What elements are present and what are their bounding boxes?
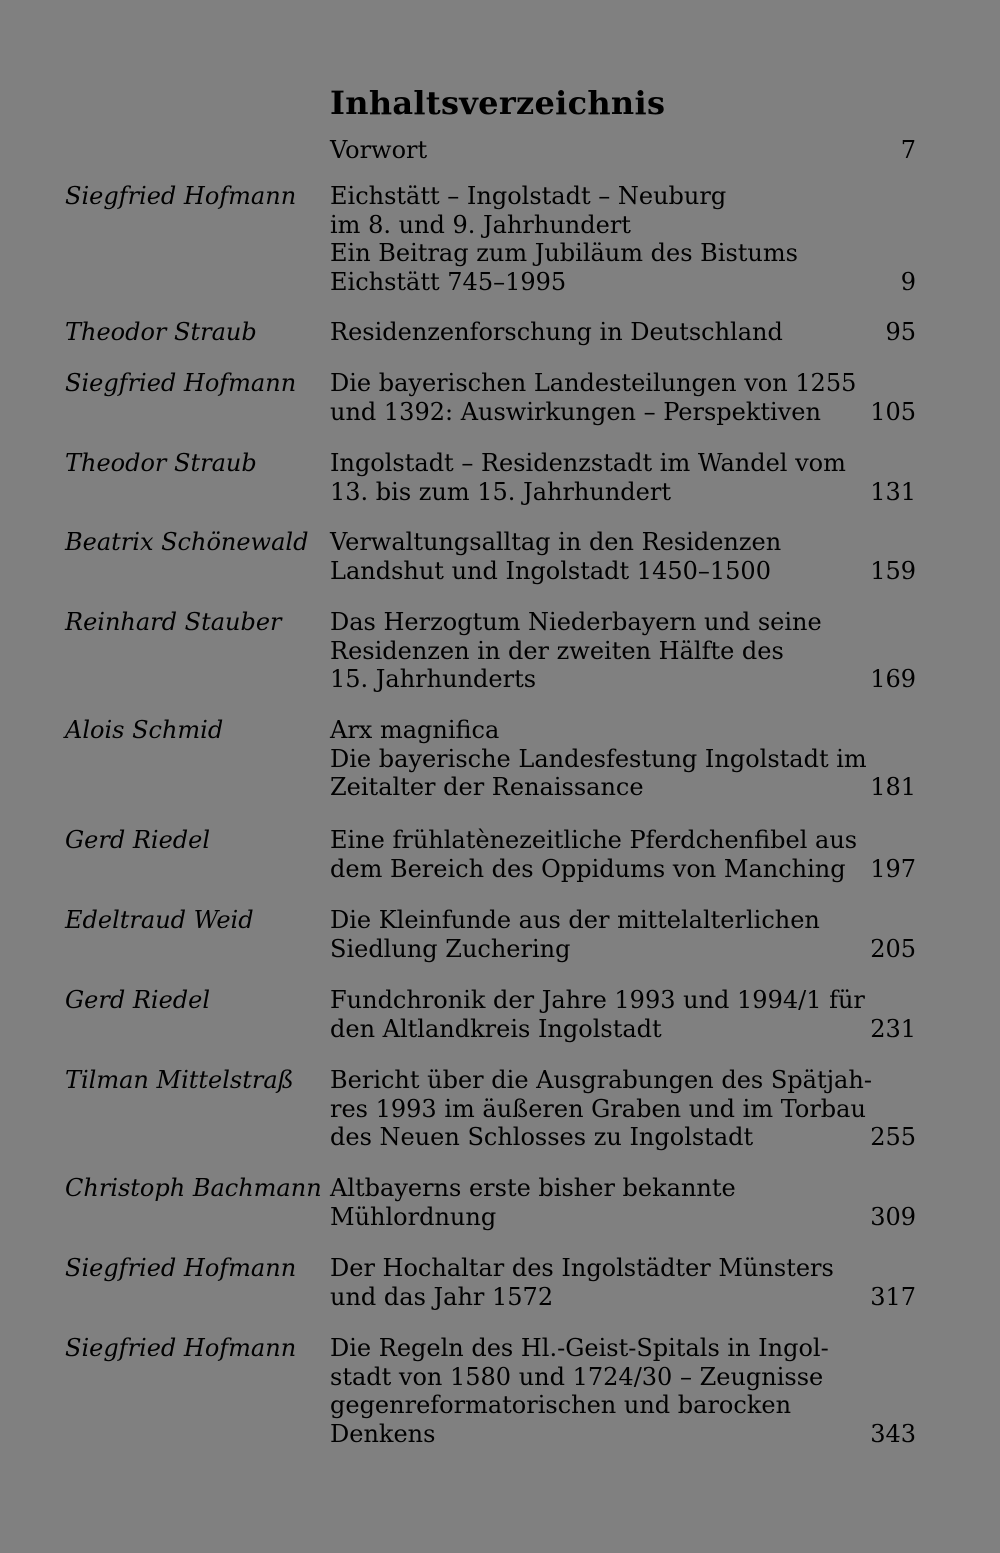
toc-title-line: 13. bis zum 15. Jahrhundert bbox=[330, 477, 671, 506]
toc-title-line: Die bayerischen Landesteilungen von 1255 bbox=[330, 369, 857, 397]
toc-title-line: res 1993 im äußeren Graben und im Torbau bbox=[330, 1094, 866, 1123]
toc-title bbox=[330, 826, 858, 883]
toc-author: Siegfried Hofmann bbox=[65, 1334, 297, 1362]
toc-title-line: Ingolstadt – Residenzstadt im Wandel vom bbox=[330, 449, 846, 477]
toc-title bbox=[330, 369, 857, 426]
toc-title bbox=[330, 449, 850, 506]
toc-page-number: 159 bbox=[870, 556, 916, 585]
toc-page-number: 105 bbox=[870, 397, 916, 426]
toc-title bbox=[330, 986, 865, 1043]
toc-title-line: Der Hochaltar des Ingolstädter Münsters bbox=[330, 1254, 834, 1282]
toc-title bbox=[330, 182, 850, 296]
toc-title-line: Eichstätt 745–1995 bbox=[330, 267, 567, 296]
toc-title-line: Ein Beitrag zum Jubiläum des Bistums bbox=[330, 239, 798, 267]
toc-page-number: 95 bbox=[885, 318, 916, 346]
toc-title bbox=[330, 608, 850, 694]
toc-page-number: 317 bbox=[870, 1282, 916, 1311]
toc-title-line: Denkens bbox=[330, 1419, 436, 1448]
toc-page-number: 343 bbox=[870, 1419, 916, 1448]
toc-title-line: Die bayerische Landesfestung Ingolstadt im bbox=[330, 744, 867, 773]
toc-title bbox=[330, 1066, 872, 1152]
toc-title-line: den Altlandkreis Ingolstadt bbox=[330, 1014, 662, 1043]
toc-title-line: und das Jahr 1572 bbox=[330, 1282, 554, 1311]
toc-title bbox=[330, 1254, 850, 1311]
toc-title-line: Die Regeln des Hl.-Geist-Spitals in Ingol- bbox=[330, 1334, 829, 1362]
toc-page-number: 309 bbox=[870, 1202, 916, 1231]
toc-title bbox=[330, 1334, 850, 1448]
toc-title-line: des Neuen Schlosses zu Ingolstadt bbox=[330, 1123, 754, 1151]
toc-author: Theodor Straub bbox=[65, 449, 257, 477]
toc-title bbox=[330, 136, 850, 165]
toc-page-number: 169 bbox=[870, 665, 916, 693]
toc-author: Alois Schmid bbox=[65, 716, 224, 744]
toc-title-line: Mühlordnung bbox=[330, 1202, 497, 1231]
toc-page-number: 181 bbox=[870, 773, 916, 801]
toc-title-line: im 8. und 9. Jahrhundert bbox=[330, 210, 631, 239]
toc-title-line: Residenzenforschung in Deutschland bbox=[330, 318, 783, 346]
toc-title-line: Vorwort bbox=[330, 136, 428, 164]
toc-page-number: 131 bbox=[870, 477, 916, 506]
toc-title-line: Eine frühlatènezeitliche Pferdchenfibel aus bbox=[330, 826, 858, 854]
toc-page-number: 197 bbox=[870, 854, 916, 883]
toc-page-number: 231 bbox=[870, 1014, 916, 1043]
toc-title-line: Eichstätt – Ingolstadt – Neuburg bbox=[330, 182, 727, 210]
toc-title-line: Residenzen in der zweiten Hälfte des bbox=[330, 636, 784, 665]
toc-title-line: Bericht über die Ausgrabungen des Spätjah- bbox=[330, 1066, 872, 1094]
toc-title-line: Arx magnifica bbox=[330, 716, 500, 744]
toc-title-line: Das Herzogtum Niederbayern und seine bbox=[330, 608, 822, 636]
toc-author: Edeltraud Weid bbox=[65, 906, 254, 934]
toc-title-line: Die Kleinfunde aus der mittelalterlichen bbox=[330, 906, 820, 934]
toc-title-line: Verwaltungsalltag in den Residenzen bbox=[330, 528, 782, 556]
toc-author: Gerd Riedel bbox=[65, 986, 211, 1014]
toc-author: Tilman Mittelstraß bbox=[65, 1066, 294, 1094]
toc-title bbox=[330, 528, 850, 585]
toc-page-number: 7 bbox=[900, 136, 916, 164]
toc-title-line: Zeitalter der Renaissance bbox=[330, 773, 644, 801]
toc-title-line: stadt von 1580 und 1724/30 – Zeugnisse bbox=[330, 1362, 824, 1391]
toc-title bbox=[330, 1174, 850, 1231]
toc-title-line: Fundchronik der Jahre 1993 und 1994/1 für bbox=[330, 986, 865, 1014]
toc-title bbox=[330, 716, 867, 802]
toc-title-line: dem Bereich des Oppidums von Manching bbox=[330, 854, 846, 883]
toc-author: Siegfried Hofmann bbox=[65, 369, 297, 397]
toc-author: Reinhard Stauber bbox=[65, 608, 282, 636]
toc-author: Theodor Straub bbox=[65, 318, 257, 346]
toc-author: Gerd Riedel bbox=[65, 826, 211, 854]
toc-author: Beatrix Schönewald bbox=[65, 528, 309, 556]
toc-page-number: 255 bbox=[870, 1123, 916, 1151]
toc-author: Siegfried Hofmann bbox=[65, 182, 297, 210]
toc-page-number: 9 bbox=[900, 267, 916, 296]
toc-title-line: gegenreformatorischen und barocken bbox=[330, 1391, 792, 1419]
toc-title-line: Siedlung Zuchering bbox=[330, 934, 571, 963]
toc-page-number: 205 bbox=[870, 934, 916, 963]
toc-title bbox=[330, 906, 850, 963]
toc-author: Christoph Bachmann bbox=[65, 1174, 322, 1202]
page-title: Inhaltsverzeichnis bbox=[330, 84, 666, 122]
toc-title-line: und 1392: Auswirkungen – Perspektiven bbox=[330, 397, 821, 426]
toc-title bbox=[330, 318, 850, 347]
toc-title-line: Landshut und Ingolstadt 1450–1500 bbox=[330, 556, 771, 585]
toc-title-line: 15. Jahrhunderts bbox=[330, 665, 537, 693]
toc-author: Siegfried Hofmann bbox=[65, 1254, 297, 1282]
toc-title-line: Altbayerns erste bisher bekannte bbox=[330, 1174, 736, 1202]
